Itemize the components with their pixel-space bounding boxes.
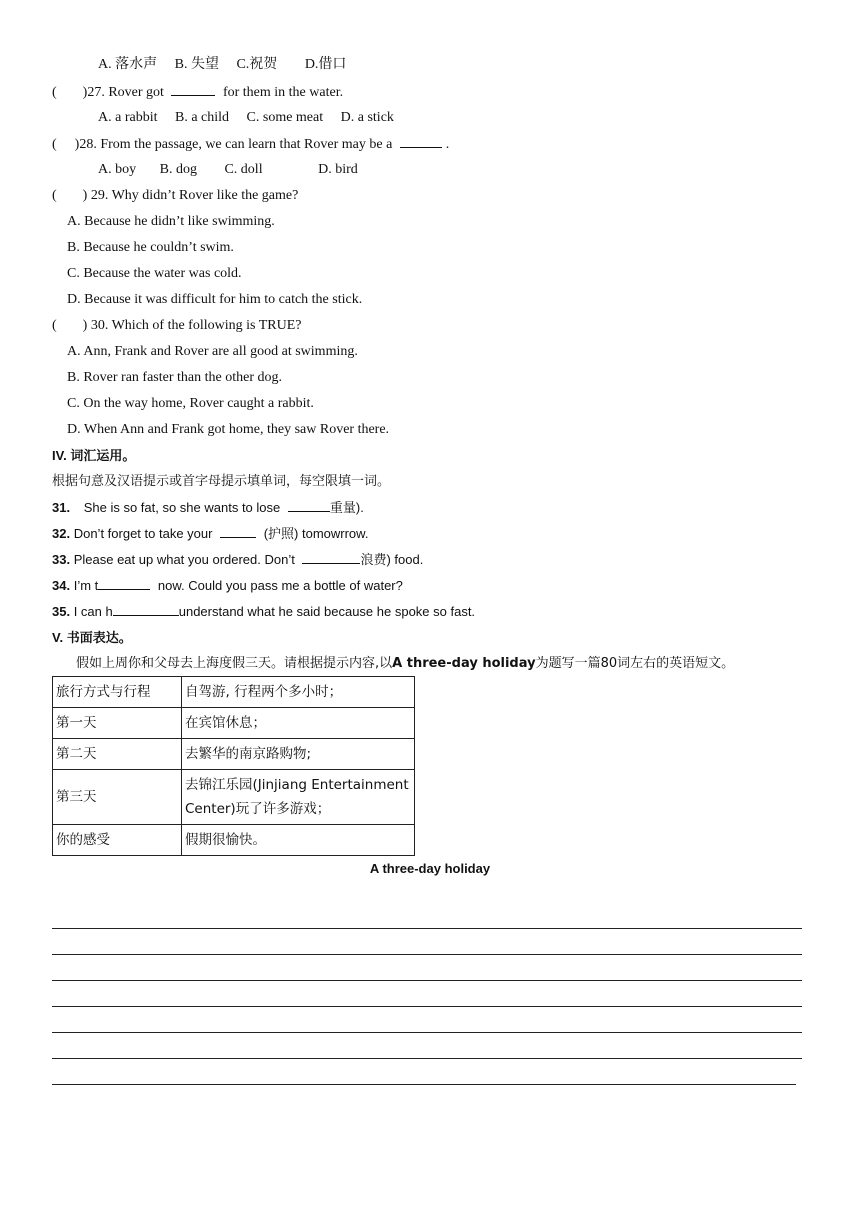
q28-options — [98, 161, 372, 179]
vocab-blank-35[interactable] — [113, 603, 179, 616]
vocab-text-b: 浪费) food. — [360, 552, 424, 567]
table-cell-label: 第三天 — [53, 770, 182, 825]
answer-paren-open: ( — [52, 137, 57, 152]
q27-options — [98, 109, 408, 127]
table-row — [53, 770, 415, 825]
q26-option-b: B. 失望 — [174, 57, 219, 72]
q29-option-d: D. Because it was difficult for him to catch the stick. — [67, 292, 363, 307]
vocab-item-35 — [52, 603, 475, 621]
q27-option-c: C. some meat — [246, 110, 324, 125]
vocab-item-31 — [52, 499, 364, 517]
table-row — [53, 677, 415, 708]
vocab-text-b: 重量). — [329, 500, 364, 515]
vocab-text-b: now. Could you pass me a bottle of water? — [157, 578, 403, 593]
vocab-text-a: I’m t — [73, 578, 99, 593]
table-cell-label: 第二天 — [53, 739, 182, 770]
vocab-text-a: She is so fat, so she wants to lose — [83, 500, 281, 515]
item-number: 34. — [52, 578, 71, 593]
essay-title: A three-day holiday — [369, 861, 491, 876]
vocab-text-b: (护照) tomowrrow. — [263, 526, 369, 541]
answer-paren-open: ( — [52, 85, 57, 100]
q28-blank[interactable] — [400, 135, 442, 148]
q29-stem — [52, 187, 298, 205]
table-cell-value: 在宾馆休息； — [182, 708, 415, 739]
q27-option-b: B. a child — [174, 110, 230, 125]
answer-paren-close: ) — [82, 318, 88, 333]
vocab-item-33 — [52, 551, 423, 569]
vocab-text-a: Please eat up what you ordered. Don’t — [73, 552, 295, 567]
q30-option-c: C. On the way home, Rover caught a rabbit. — [67, 396, 314, 411]
section-5-heading: V. 书面表达。 — [52, 630, 132, 645]
vocab-blank-32[interactable] — [220, 525, 256, 538]
q27-text-b: for them in the water. — [222, 85, 344, 100]
q26-options — [98, 56, 360, 74]
q28-text-a: 28. From the passage, we can learn that Rover may be a — [79, 137, 393, 152]
table-row — [53, 708, 415, 739]
q26-option-a: A. 落水声 — [98, 57, 158, 72]
table-cell-label: 你的感受 — [53, 825, 182, 856]
item-number: 33. — [52, 552, 71, 567]
section-5-instruction — [76, 655, 734, 673]
q29-option-a: A. Because he didn’t like swimming. — [67, 214, 275, 229]
q28-text-b: . — [445, 137, 450, 152]
answer-paren-open: ( — [52, 188, 57, 203]
writing-line[interactable] — [52, 954, 802, 955]
q27-option-d: D. a stick — [340, 110, 394, 125]
q30-text: 30. Which of the following is TRUE? — [90, 318, 302, 333]
writing-line[interactable] — [52, 1006, 802, 1007]
item-number: 35. — [52, 604, 71, 619]
table-row — [53, 739, 415, 770]
q27-text-a: 27. Rover got — [87, 85, 164, 100]
instruction-text-a: 假如上周你和父母去上海度假三天。请根据提示内容,以 — [76, 656, 393, 671]
q28-option-b: B. dog — [159, 162, 197, 177]
q28-option-d: D. bird — [318, 162, 358, 177]
item-number: 31. — [52, 500, 71, 515]
table-cell-label: 第一天 — [53, 708, 182, 739]
vocab-text-a: Don’t forget to take your — [73, 526, 213, 541]
answer-paren-close: ) — [82, 85, 88, 100]
q27-blank[interactable] — [171, 83, 215, 96]
table-row — [53, 825, 415, 856]
instruction-text-b: 为题写一篇80词左右的英语短文。 — [535, 656, 735, 671]
q26-option-d: D.借口 — [304, 57, 347, 72]
answer-paren-open: ( — [52, 318, 57, 333]
vocab-item-32 — [52, 525, 368, 543]
vocab-blank-31[interactable] — [288, 499, 330, 512]
table-cell-value: 去锦江乐园(Jinjiang Entertainment Center)玩了许多游戏； — [182, 770, 415, 825]
q30-option-a: A. Ann, Frank and Rover are all good at swimming. — [67, 344, 358, 359]
answer-paren-close: ) — [74, 137, 80, 152]
q29-option-c: C. Because the water was cold. — [67, 266, 242, 281]
table-cell-value: 假期很愉快。 — [182, 825, 415, 856]
vocab-item-34 — [52, 577, 403, 595]
q26-option-c: C.祝贺 — [236, 57, 278, 72]
q27-option-a: A. a rabbit — [98, 110, 158, 125]
q29-option-b: B. Because he couldn’t swim. — [67, 240, 234, 255]
vocab-text-a: I can h — [73, 604, 113, 619]
q28-stem — [52, 135, 449, 154]
q28-option-a: A. boy — [98, 162, 137, 177]
writing-line[interactable] — [52, 928, 802, 929]
writing-line[interactable] — [52, 1084, 796, 1085]
vocab-blank-33[interactable] — [302, 551, 360, 564]
instruction-title: A three-day holiday — [392, 656, 536, 671]
item-number: 32. — [52, 526, 71, 541]
writing-line[interactable] — [52, 1032, 802, 1033]
vocab-blank-34[interactable] — [98, 577, 150, 590]
section-4-heading: IV. 词汇运用。 — [52, 448, 136, 463]
table-cell-label: 旅行方式与行程 — [53, 677, 182, 708]
writing-line[interactable] — [52, 980, 802, 981]
vocab-text-b: understand what he said because he spoke so fast. — [178, 604, 476, 619]
q30-option-b: B. Rover ran faster than the other dog. — [67, 370, 282, 385]
q30-stem — [52, 317, 301, 335]
writing-line[interactable] — [52, 1058, 802, 1059]
q28-option-c: C. doll — [224, 162, 263, 177]
q30-option-d: D. When Ann and Frank got home, they saw Rover there. — [67, 422, 390, 437]
q29-text: 29. Why didn’t Rover like the game? — [90, 188, 299, 203]
table-cell-value: 去繁华的南京路购物; — [182, 739, 415, 770]
q27-stem — [52, 83, 343, 102]
answer-paren-close: ) — [82, 188, 88, 203]
section-4-instruction: 根据句意及汉语提示或首字母提示填单词，每空限填一词。 — [52, 474, 391, 489]
plan-table — [52, 676, 415, 856]
table-cell-value: 自驾游, 行程两个多小时； — [182, 677, 415, 708]
